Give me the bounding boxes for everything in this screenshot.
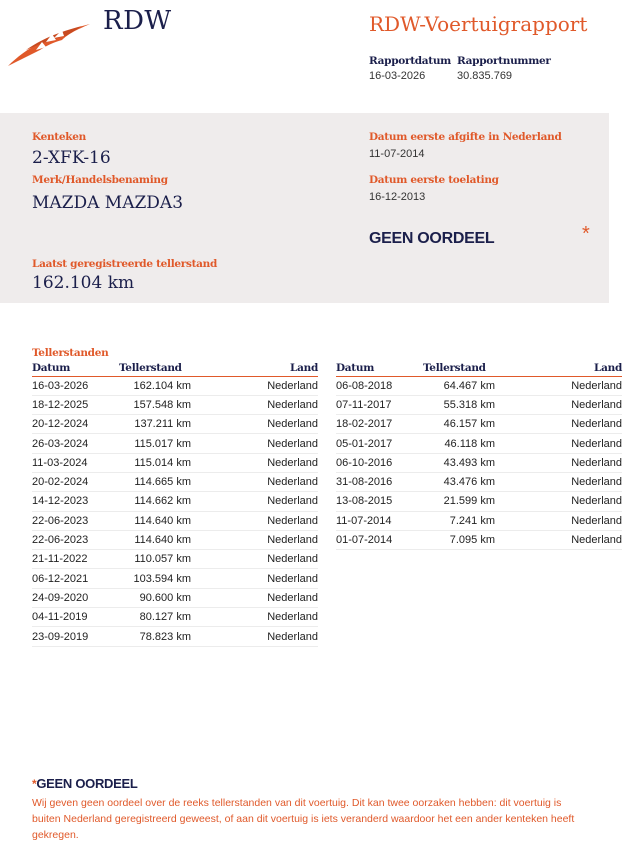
cell-land: Nederland: [495, 434, 622, 453]
cell-tellerstand: 55.318 km: [423, 395, 495, 414]
cell-tellerstand: 157.548 km: [119, 395, 191, 414]
table-row: [32, 434, 318, 453]
table-row: [336, 472, 622, 491]
first-admission-label: Datum eerste toelating: [369, 174, 499, 186]
table-row: [32, 376, 318, 395]
table-row: [32, 530, 318, 549]
cell-tellerstand: 64.467 km: [423, 376, 495, 395]
cell-tellerstand: 114.662 km: [119, 492, 191, 511]
cell-datum: 21-11-2022: [32, 550, 119, 569]
cell-land: Nederland: [191, 588, 318, 607]
last-odometer-label: Laatst geregistreerde tellerstand: [32, 258, 218, 270]
table-row: [32, 395, 318, 414]
column-header-datum: Datum: [336, 361, 423, 376]
cell-land: Nederland: [191, 415, 318, 434]
cell-datum: 18-02-2017: [336, 415, 423, 434]
cell-datum: 06-08-2018: [336, 376, 423, 395]
cell-land: Nederland: [191, 453, 318, 472]
cell-tellerstand: 114.640 km: [119, 511, 191, 530]
table-row: [32, 550, 318, 569]
cell-tellerstand: 78.823 km: [119, 627, 191, 646]
kenteken-label: Kenteken: [32, 131, 86, 143]
cell-land: Nederland: [495, 415, 622, 434]
rdw-logo-icon: [6, 20, 92, 68]
cell-land: Nederland: [191, 376, 318, 395]
column-header-datum: Datum: [32, 361, 119, 376]
cell-datum: 31-08-2016: [336, 472, 423, 491]
odometer-table-left: [32, 361, 318, 647]
table-row: [32, 511, 318, 530]
footnote-star: *: [32, 777, 37, 791]
cell-tellerstand: 114.665 km: [119, 472, 191, 491]
cell-datum: 04-11-2019: [32, 608, 119, 627]
table-row: [336, 415, 622, 434]
cell-datum: 11-07-2014: [336, 511, 423, 530]
odometer-section-title: Tellerstanden: [32, 347, 109, 359]
cell-tellerstand: 21.599 km: [423, 492, 495, 511]
last-odometer-value: 162.104 km: [32, 273, 135, 293]
first-issue-nl-label: Datum eerste afgifte in Nederland: [369, 131, 562, 143]
report-title: RDW-Voertuigrapport: [369, 12, 588, 36]
cell-datum: 20-12-2024: [32, 415, 119, 434]
cell-datum: 05-01-2017: [336, 434, 423, 453]
column-header-land: Land: [191, 361, 318, 376]
table-row: [32, 453, 318, 472]
footnote-text: Wij geven geen oordeel over de reeks tellerstanden van dit voertuig. Dit kan twee oorzaken hebben: dit voertuig is buiten Nederland geregistreerd geweest, of aan dit voertuig is iets veranderd waardoor het een ander kenteken heeft gekregen.: [32, 797, 575, 841]
cell-land: Nederland: [495, 530, 622, 549]
brand-name: RDW: [103, 6, 172, 36]
table-row: [32, 608, 318, 627]
cell-datum: 20-02-2024: [32, 472, 119, 491]
report-date-label: Rapportdatum: [369, 55, 451, 67]
cell-land: Nederland: [191, 627, 318, 646]
cell-tellerstand: 137.211 km: [119, 415, 191, 434]
cell-datum: 23-09-2019: [32, 627, 119, 646]
cell-datum: 13-08-2015: [336, 492, 423, 511]
table-row: [336, 530, 622, 549]
report-date-value: 16-03-2026: [369, 70, 426, 82]
cell-tellerstand: 7.095 km: [423, 530, 495, 549]
table-row: [32, 492, 318, 511]
cell-land: Nederland: [191, 395, 318, 414]
kenteken-value: 2-XFK-16: [32, 148, 111, 168]
cell-land: Nederland: [191, 550, 318, 569]
cell-land: Nederland: [495, 453, 622, 472]
column-header-tellerstand: Tellerstand: [423, 361, 495, 376]
cell-land: Nederland: [191, 472, 318, 491]
table-row: [336, 511, 622, 530]
table-row: [336, 434, 622, 453]
table-row: [336, 395, 622, 414]
cell-tellerstand: 43.476 km: [423, 472, 495, 491]
cell-land: Nederland: [495, 511, 622, 530]
cell-tellerstand: 43.493 km: [423, 453, 495, 472]
table-header-row: [32, 361, 318, 376]
cell-datum: 18-12-2025: [32, 395, 119, 414]
report-date-block: [369, 55, 451, 82]
cell-land: Nederland: [495, 472, 622, 491]
table-row: [32, 588, 318, 607]
report-number-label: Rapportnummer: [457, 55, 551, 67]
cell-land: Nederland: [191, 492, 318, 511]
cell-land: Nederland: [495, 395, 622, 414]
table-row: [32, 569, 318, 588]
cell-datum: 01-07-2014: [336, 530, 423, 549]
cell-tellerstand: 7.241 km: [423, 511, 495, 530]
column-header-land: Land: [495, 361, 622, 376]
cell-land: Nederland: [191, 569, 318, 588]
footnote-title: [32, 776, 138, 791]
merk-value: MAZDA MAZDA3: [32, 193, 184, 213]
table-row: [32, 627, 318, 646]
table-row: [336, 492, 622, 511]
cell-datum: 22-06-2023: [32, 511, 119, 530]
footnote-title-text: GEEN OORDEEL: [36, 776, 138, 791]
column-header-tellerstand: Tellerstand: [119, 361, 191, 376]
cell-tellerstand: 46.157 km: [423, 415, 495, 434]
cell-tellerstand: 46.118 km: [423, 434, 495, 453]
cell-tellerstand: 103.594 km: [119, 569, 191, 588]
cell-land: Nederland: [495, 492, 622, 511]
cell-tellerstand: 114.640 km: [119, 530, 191, 549]
verdict-text: GEEN OORDEEL: [369, 230, 495, 247]
cell-land: Nederland: [495, 376, 622, 395]
odometer-table-right: [336, 361, 622, 550]
cell-land: Nederland: [191, 434, 318, 453]
report-number-value: 30.835.769: [457, 70, 513, 82]
cell-datum: 16-03-2026: [32, 376, 119, 395]
first-issue-nl-value: 11-07-2014: [369, 148, 425, 160]
cell-datum: 07-11-2017: [336, 395, 423, 414]
cell-datum: 22-06-2023: [32, 530, 119, 549]
first-admission-value: 16-12-2013: [369, 191, 426, 203]
cell-datum: 11-03-2024: [32, 453, 119, 472]
report-number-block: [457, 55, 551, 82]
cell-tellerstand: 162.104 km: [119, 376, 191, 395]
cell-tellerstand: 115.017 km: [119, 434, 191, 453]
cell-land: Nederland: [191, 608, 318, 627]
table-row: [336, 453, 622, 472]
cell-tellerstand: 110.057 km: [119, 550, 191, 569]
cell-datum: 06-12-2021: [32, 569, 119, 588]
cell-tellerstand: 80.127 km: [119, 608, 191, 627]
cell-datum: 14-12-2023: [32, 492, 119, 511]
verdict-footnote-star: *: [582, 223, 590, 245]
cell-land: Nederland: [191, 511, 318, 530]
merk-label: Merk/Handelsbenaming: [32, 174, 168, 186]
cell-datum: 06-10-2016: [336, 453, 423, 472]
cell-tellerstand: 90.600 km: [119, 588, 191, 607]
cell-datum: 26-03-2024: [32, 434, 119, 453]
table-header-row: [336, 361, 622, 376]
table-row: [32, 415, 318, 434]
table-row: [32, 472, 318, 491]
cell-tellerstand: 115.014 km: [119, 453, 191, 472]
cell-land: Nederland: [191, 530, 318, 549]
table-row: [336, 376, 622, 395]
cell-datum: 24-09-2020: [32, 588, 119, 607]
